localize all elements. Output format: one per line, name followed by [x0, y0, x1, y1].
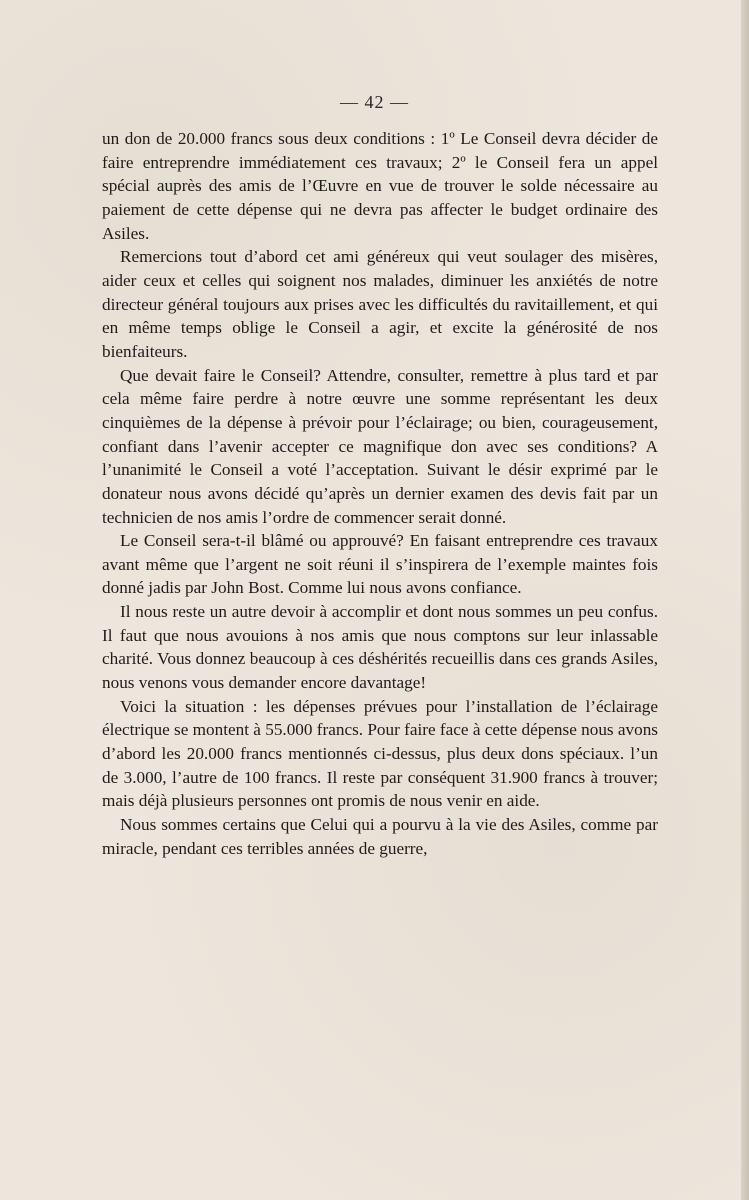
page-number: — 42 — [340, 92, 409, 112]
body-text [102, 127, 658, 860]
page-edge [741, 0, 749, 1200]
paragraph-2: Remercions tout d’abord cet ami généreux qui veut soulager des misères, aider ceux et celles qui soignent nos malades, diminuer les anxiétés de notre directeur général toujours aux prises avec les difficultés du ravitaillement, et qui en même temps oblige le Conseil a agir, et excite la générosité de nos bienfaiteurs. [102, 247, 658, 361]
paragraph-4: Le Conseil sera-t-il blâmé ou approuvé? En faisant entreprendre ces travaux avant même que l’argent ne soit réuni il s’inspirera de l’exemple maintes fois donné jadis par John Bost. Comme lui nous avons confiance. [102, 531, 658, 598]
paragraph-1: un don de 20.000 francs sous deux conditions : 1º Le Conseil devra décider de faire entreprendre immédiatement ces travaux; 2º le Conseil fera un appel spécial auprès des amis de l’Œuvre en vue de trouver le solde nécessaire au paiement de cette dépense qui ne devra pas affecter le budget ordinaire des Asiles. [102, 129, 658, 243]
paragraph-5: Il nous reste un autre devoir à accomplir et dont nous sommes un peu confus. Il faut que nous avouions à nos amis que nous comptons sur leur inlassable charité. Vous donnez beaucoup à ces déshérités recueillis dans ces grands Asiles, nous venons vous demander encore davantage! [102, 602, 658, 693]
paragraph-6: Voici la situation : les dépenses prévues pour l’installation de l’éclairage électrique se montent à 55.000 francs. Pour faire face à cette dépense nous avons d’abord les 20.000 francs mentionnés ci-dessus, plus deux dons spéciaux. l’un de 3.000, l’autre de 100 francs. Il reste par conséquent 31.900 francs à trouver; mais déjà plusieurs personnes ont promis de nous venir en aide. [102, 696, 658, 811]
paragraph-3: Que devait faire le Conseil? Attendre, consulter, remettre à plus tard et par cela même faire perdre à notre œuvre une somme représentant les deux cinquièmes de la dépense à prévoir pour l’éclairage; ou bien, courageusement, confiant dans l’avenir accepter ce magnifique don avec ses conditions? A l’unanimité le Conseil a voté l’acceptation. Suivant le désir exprimé par le donateur nous avons décidé qu’après un dernier examen des devis fait par un technicien de nos amis l’ordre de commencer serait donné. [102, 365, 658, 527]
paragraph-7: Nous sommes certains que Celui qui a pourvu à la vie des Asiles, comme par miracle, pendant ces terribles années de guerre, [102, 815, 658, 858]
